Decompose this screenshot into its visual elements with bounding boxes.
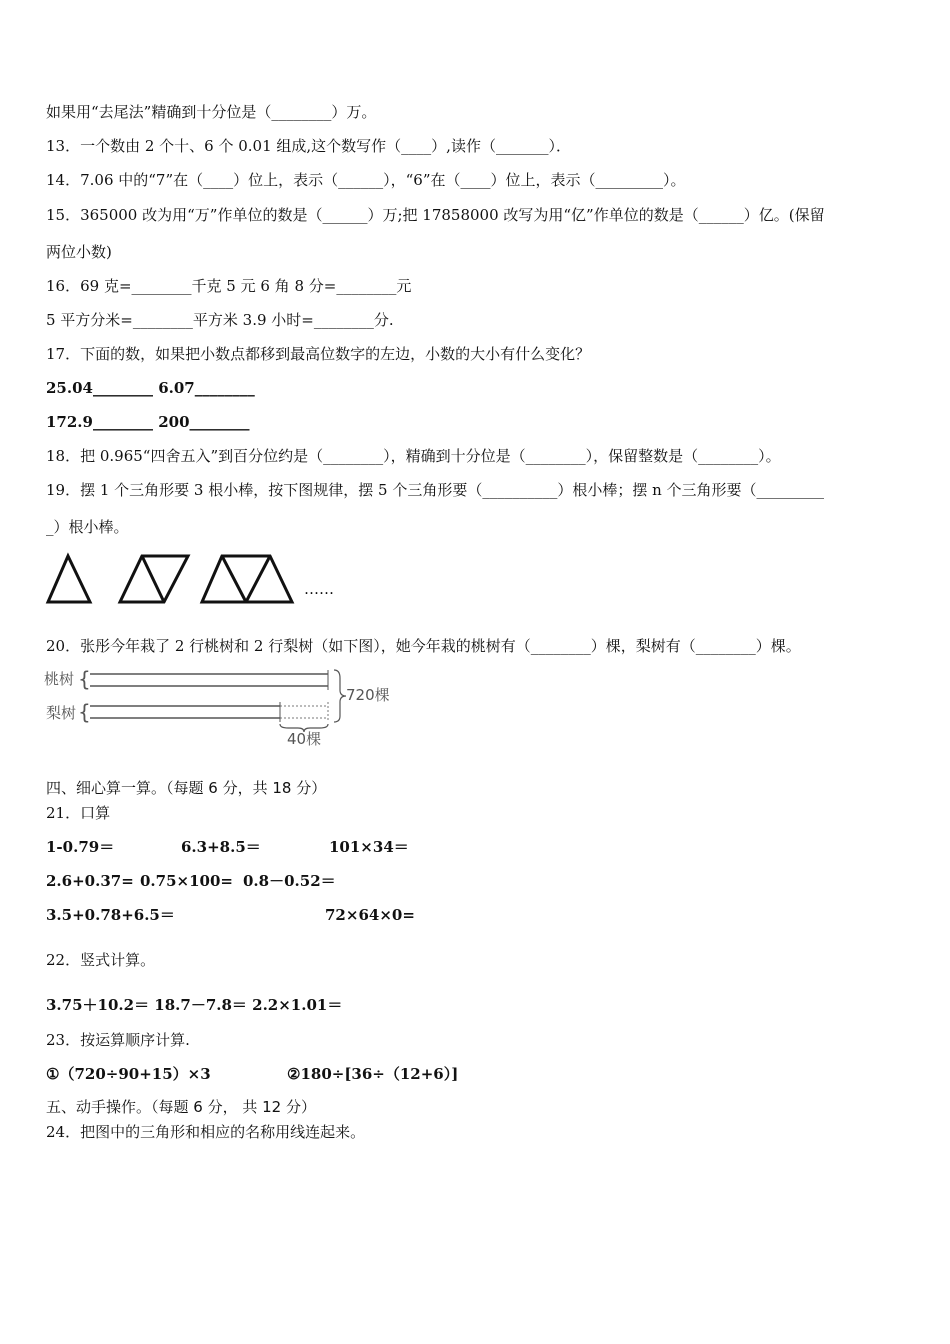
pear-tree-label: 梨树 bbox=[46, 704, 77, 722]
question-17: 17．下面的数，如果把小数点都移到最高位数字的左边，小数的大小有什么变化？ bbox=[46, 345, 591, 363]
q21-r2-c2: 0.75×100= bbox=[140, 872, 233, 890]
peach-brace: { bbox=[78, 667, 91, 691]
question-22: 22．竖式计算。 bbox=[46, 951, 156, 969]
text-line-carryover: 如果用“去尾法”精确到十分位是（________）万。 bbox=[46, 103, 377, 121]
peach-tree-label: 桃树 bbox=[44, 670, 75, 688]
question-14: 14．7.06 中的“7”在（____）位上，表示（______），“6”在（____）位上，表示（_________）。 bbox=[46, 171, 686, 189]
question-23-b: ②180÷[36÷（12+6）] bbox=[287, 1065, 459, 1083]
q21-r1-c3: 101×34＝ bbox=[329, 838, 409, 856]
triangle-figure-2-diagonal bbox=[142, 556, 164, 602]
question-15-line1: 15．365000 改为用“万”作单位的数是（______）万;把 17858000 改写为用“亿”作单位的数是（______）亿。(保留 bbox=[46, 206, 825, 224]
pattern-ellipsis: …… bbox=[304, 580, 334, 598]
question-18: 18．把 0.965“四舍五入”到百分位约是（________），精确到十分位是（________），保留整数是（________）。 bbox=[46, 447, 781, 465]
question-16-line1: 16．69 克=________千克 5 元 6 角 8 分=________元 bbox=[46, 277, 412, 295]
q21-r2-c1: 2.6+0.37= bbox=[46, 872, 134, 890]
question-13: 13．一个数由 2 个十、6 个 0.01 组成,这个数写作（____）,读作（_______）． bbox=[46, 137, 571, 155]
pear-brace: { bbox=[78, 700, 91, 724]
q21-r3-c1: 3.5+0.78+6.5＝ bbox=[46, 906, 175, 924]
question-20: 20．张彤今年栽了 2 行桃树和 2 行梨树（如下图），她今年栽的桃树有（________）棵，梨树有（________）棵。 bbox=[46, 637, 801, 655]
question-23-a: ①（720÷90+15）×3 bbox=[46, 1065, 211, 1083]
section-4-heading: 四、细心算一算。（每题 6 分，共 18 分） bbox=[46, 779, 327, 797]
question-22-problems: 3.75＋10.2＝ 18.7－7.8＝ 2.2×1.01＝ bbox=[46, 996, 343, 1014]
question-17-row2: 172.9________ 200________ bbox=[46, 413, 250, 431]
q21-r3-c2: 72×64×0= bbox=[325, 906, 415, 924]
question-24: 24．把图中的三角形和相应的名称用线连起来。 bbox=[46, 1123, 366, 1141]
q21-r1-c1: 1-0.79＝ bbox=[46, 838, 115, 856]
triangle-figure-3-stick-a bbox=[222, 556, 246, 602]
triangle-figure-1 bbox=[48, 556, 90, 602]
triangle-figure-3 bbox=[202, 556, 292, 602]
triangle-figure-3-stick-b bbox=[246, 556, 270, 602]
question-19-line1: 19．摆 1 个三角形要 3 根小棒，按下图规律，摆 5 个三角形要（__________）根小棒；摆 n 个三角形要（_________ bbox=[46, 481, 825, 499]
question-15-line2: 两位小数) bbox=[46, 243, 112, 261]
triangle-pattern-figure bbox=[44, 548, 344, 610]
section-5-heading: 五、动手操作。（每题 6 分， 共 12 分） bbox=[46, 1098, 316, 1116]
question-16-line2: 5 平方分米=________平方米 3.9 小时=________分. bbox=[46, 311, 394, 329]
total-right-brace bbox=[334, 670, 346, 722]
tree-segment-diagram bbox=[44, 664, 404, 752]
question-19-line2: _）根小棒。 bbox=[46, 518, 129, 536]
question-23: 23．按运算顺序计算. bbox=[46, 1031, 190, 1049]
q21-r2-c3: 0.8－0.52＝ bbox=[243, 872, 336, 890]
question-21: 21．口算 bbox=[46, 804, 111, 822]
total-label: 720棵 bbox=[346, 686, 390, 704]
difference-label: 40棵 bbox=[287, 730, 322, 748]
question-17-row1: 25.04________ 6.07________ bbox=[46, 379, 255, 397]
q21-r1-c2: 6.3+8.5＝ bbox=[181, 838, 261, 856]
